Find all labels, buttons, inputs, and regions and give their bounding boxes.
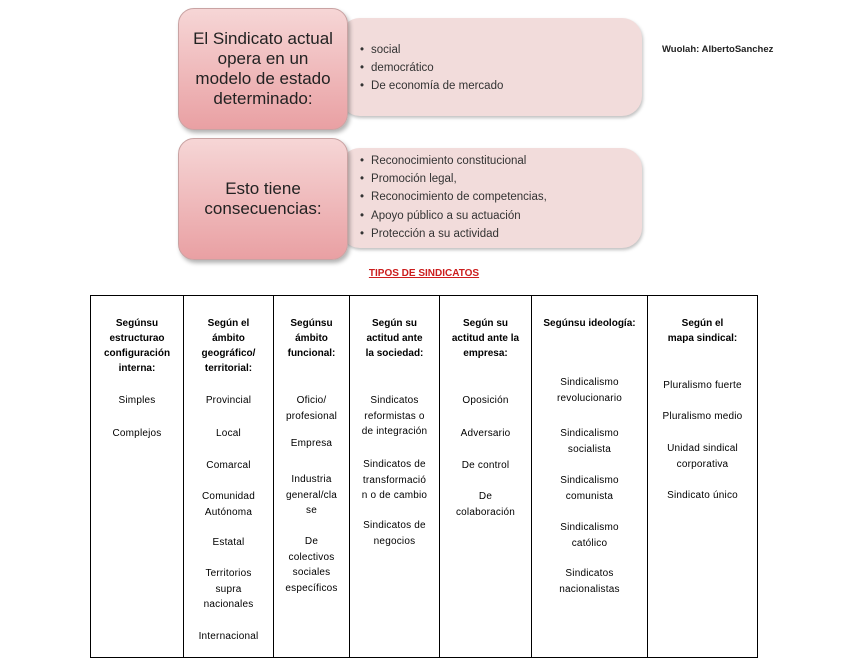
box2-bullet: • Protección a su actividad bbox=[360, 225, 547, 243]
table-cell-item bbox=[534, 520, 645, 551]
column-header-line: Según el bbox=[681, 318, 724, 329]
table-cell-item bbox=[186, 426, 271, 442]
table-cell-line: nacionalistas bbox=[559, 583, 620, 595]
table-cell-line: específicos bbox=[285, 582, 338, 594]
table-cell-line: Sindicatos de bbox=[363, 520, 426, 531]
table-cell-item bbox=[93, 393, 181, 409]
table-cell-item bbox=[352, 518, 437, 549]
table-cell-item bbox=[93, 426, 181, 442]
table-cell-item bbox=[276, 534, 347, 596]
table-cell-line: Pluralismo fuerte bbox=[663, 380, 742, 391]
column-header-line: actitud ante la bbox=[451, 333, 520, 344]
table-cell-line: se bbox=[306, 505, 317, 516]
table-cell-line: Local bbox=[216, 428, 241, 439]
table-cell-line: Territorios bbox=[205, 568, 252, 579]
union-types-table bbox=[90, 295, 758, 658]
table-cell-line: comunista bbox=[565, 490, 614, 502]
table-cell-item bbox=[352, 457, 437, 504]
column-header-line: Segúnsu bbox=[115, 318, 159, 329]
box1-bullet: • De economía de mercado bbox=[360, 77, 503, 95]
table-cell-line: católico bbox=[571, 537, 608, 549]
table-cell-line: Autónoma bbox=[204, 506, 253, 518]
table-cell-line: socialista bbox=[567, 443, 612, 455]
table-cell-line: Unidad sindical bbox=[667, 443, 738, 454]
column-header bbox=[93, 316, 181, 376]
table-cell-line: Complejos bbox=[112, 428, 162, 439]
box2-title-line: Esto tiene bbox=[225, 179, 301, 198]
table-cell-item bbox=[442, 489, 529, 520]
table-cell-line: Estatal bbox=[212, 537, 245, 548]
table-cell-line: Oposición bbox=[462, 395, 509, 406]
table-cell-line: Simples bbox=[118, 395, 156, 406]
table-cell-item bbox=[186, 566, 271, 613]
box2-bullet: • Reconocimiento de competencias, bbox=[360, 188, 547, 206]
table-cell-line: Pluralismo medio bbox=[662, 411, 743, 422]
box1-title-box bbox=[178, 8, 348, 130]
column-header-line: Segúnsu ideología: bbox=[543, 318, 636, 329]
table-cell-item bbox=[186, 489, 271, 520]
types-title: TIPOS DE SINDICATOS bbox=[368, 268, 480, 279]
table-cell-line: n o de cambio bbox=[361, 490, 428, 501]
table-cell-line: Empresa bbox=[290, 438, 333, 449]
column-header bbox=[276, 316, 347, 361]
table-cell-line: De bbox=[478, 491, 493, 502]
table-cell-line: nacionales bbox=[203, 599, 254, 610]
column-header-line: Según su bbox=[462, 318, 508, 329]
table-cell-line: Sindicalismo bbox=[560, 377, 619, 388]
table-cell-line: supra bbox=[215, 583, 242, 595]
table-column bbox=[532, 296, 648, 657]
table-cell-item bbox=[650, 409, 755, 425]
table-cell-line: Industria bbox=[291, 474, 332, 485]
column-header-line: configuración bbox=[103, 348, 171, 359]
column-header bbox=[442, 316, 529, 361]
column-header bbox=[186, 316, 271, 376]
column-header-line: mapa sindical: bbox=[667, 333, 738, 344]
table-cell-line: Provincial bbox=[205, 395, 252, 406]
table-cell-line: reformistas o bbox=[364, 410, 425, 422]
column-header bbox=[352, 316, 437, 361]
column-header-line: actitud ante bbox=[366, 333, 423, 344]
box1-title-line: El Sindicato actual bbox=[193, 29, 333, 48]
table-cell-item bbox=[186, 629, 271, 645]
column-header-line: territorial: bbox=[204, 363, 253, 374]
box2-title-line: consecuencias: bbox=[204, 199, 322, 218]
table-cell-line: general/cla bbox=[285, 489, 338, 501]
table-cell-item bbox=[442, 458, 529, 474]
box1-title-line: opera en un bbox=[217, 49, 309, 68]
box2-bullet: • Promoción legal, bbox=[360, 170, 547, 188]
table-cell-line: Sindicato único bbox=[667, 490, 738, 501]
table-column bbox=[184, 296, 274, 657]
box2-bullet-list bbox=[360, 152, 547, 243]
table-cell-line: Comunidad bbox=[202, 491, 255, 502]
table-cell-item bbox=[276, 472, 347, 519]
box1-bullet: • social bbox=[360, 41, 503, 59]
table-cell-line: Sindicalismo bbox=[560, 475, 619, 486]
table-cell-item bbox=[650, 488, 755, 504]
column-header-line: ámbito bbox=[212, 333, 245, 344]
box1-title-line: determinado: bbox=[213, 89, 313, 108]
table-cell-line: Sindicatos bbox=[565, 568, 614, 579]
table-cell-line: revolucionario bbox=[556, 392, 623, 404]
table-cell-line: Sindicatos de bbox=[363, 459, 426, 470]
column-header-line: estructurao bbox=[109, 333, 165, 344]
box2-bullet: • Reconocimiento constitucional bbox=[360, 152, 547, 170]
table-cell-item bbox=[650, 441, 755, 472]
column-header-line: Segúnsu bbox=[290, 318, 333, 329]
table-cell-item bbox=[534, 426, 645, 457]
table-cell-item bbox=[186, 458, 271, 474]
table-cell-line: de integración bbox=[361, 426, 428, 437]
column-header-line: funcional: bbox=[287, 348, 336, 359]
table-cell-line: sociales bbox=[292, 567, 331, 578]
column-header bbox=[650, 316, 755, 346]
table-cell-line: Internacional bbox=[198, 631, 259, 642]
table-cell-item bbox=[534, 473, 645, 504]
table-cell-item bbox=[186, 535, 271, 551]
table-column bbox=[91, 296, 184, 657]
table-cell-line: negocios bbox=[373, 535, 416, 547]
box2-bullet: • Apoyo público a su actuación bbox=[360, 207, 547, 225]
table-cell-line: De control bbox=[461, 460, 510, 471]
column-header-line: la sociedad: bbox=[365, 348, 424, 359]
table-cell-line: corporativa bbox=[676, 458, 729, 470]
table-cell-line: Sindicalismo bbox=[560, 522, 619, 533]
column-header-line: Según su bbox=[371, 318, 417, 329]
table-cell-item bbox=[186, 393, 271, 409]
column-header-line: ámbito bbox=[295, 333, 328, 344]
column-header-line: interna: bbox=[118, 363, 156, 374]
column-header-line: empresa: bbox=[463, 348, 508, 359]
table-column bbox=[274, 296, 350, 657]
table-cell-line: colaboración bbox=[455, 506, 516, 518]
table-cell-item bbox=[276, 436, 347, 452]
table-column bbox=[350, 296, 440, 657]
table-cell-line: De bbox=[304, 536, 319, 547]
column-header-line: Según el bbox=[207, 318, 250, 329]
box1-bullet: • democrático bbox=[360, 59, 503, 77]
table-cell-line: Comarcal bbox=[206, 460, 251, 471]
table-cell-item bbox=[534, 375, 645, 406]
column-header bbox=[534, 316, 645, 331]
table-column bbox=[648, 296, 757, 657]
table-cell-item bbox=[442, 393, 529, 409]
table-cell-line: profesional bbox=[285, 410, 338, 422]
table-cell-item bbox=[276, 393, 347, 424]
table-cell-item bbox=[650, 378, 755, 394]
table-cell-item bbox=[442, 426, 529, 442]
box2-title-box bbox=[178, 138, 348, 260]
table-cell-item bbox=[534, 566, 645, 597]
table-cell-line: transformació bbox=[362, 474, 427, 486]
box1-bullet-list bbox=[360, 41, 503, 96]
table-cell-item bbox=[352, 393, 437, 440]
column-header-line: geográfico/ bbox=[201, 348, 256, 359]
table-cell-line: Oficio/ bbox=[296, 395, 327, 406]
watermark: Wuolah: AlbertoSanchez bbox=[662, 44, 774, 55]
table-cell-line: Sindicalismo bbox=[560, 428, 619, 439]
table-cell-line: colectivos bbox=[288, 551, 335, 563]
box1-title-line: modelo de estado bbox=[195, 69, 331, 88]
table-cell-line: Sindicatos bbox=[370, 395, 419, 406]
table-column bbox=[440, 296, 532, 657]
table-cell-line: Adversario bbox=[460, 428, 511, 439]
